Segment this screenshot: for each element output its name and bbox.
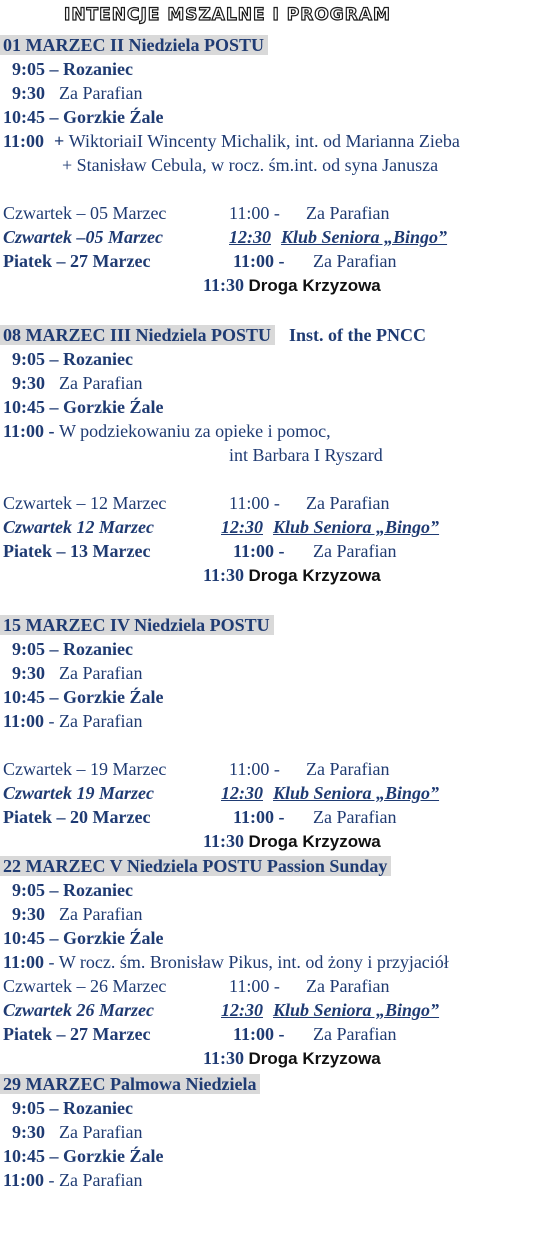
club-line: Czwartek 19 Marzec 12:30 Klub Seniora „Bingo” <box>3 783 440 803</box>
week-header-extra: Inst. of the PNCC <box>289 325 427 345</box>
thursday-line: Czwartek – 26 Marzec 11:00 - Za Parafian <box>3 976 390 996</box>
week-header-label: 29 MARZEC Palmowa Niedziela <box>0 1074 260 1094</box>
mass-line: 9:05 – Rozaniec <box>12 880 133 900</box>
mass-line: 9:05 – Rozaniec <box>12 349 133 369</box>
mass-line: 9:30 Za Parafian <box>12 1122 143 1142</box>
mass-intention-line: 11:00 - W podziekowaniu za opieke i pomoc, <box>3 421 331 441</box>
friday-line: Piatek – 13 Marzec 11:00 - Za Parafian <box>3 541 397 561</box>
friday-line: Piatek – 20 Marzec 11:00 - Za Parafian <box>3 807 397 827</box>
stations-line: 11:30 Droga Krzyzowa <box>203 831 381 851</box>
mass-line: 9:05 – Rozaniec <box>12 59 133 79</box>
mass-line: 9:30 Za Parafian <box>12 373 143 393</box>
stations-line: 11:30 Droga Krzyzowa <box>203 1048 381 1068</box>
week-header-label: 22 MARZEC V Niedziela POSTU Passion Sunday <box>0 856 391 876</box>
mass-intention-line: 11:00 - Za Parafian <box>3 1170 143 1190</box>
week-header-label: 08 MARZEC III Niedziela POSTU <box>0 325 275 345</box>
mass-intention-cont: + Stanisław Cebula, w rocz. śm.int. od syna Janusza <box>62 155 439 175</box>
mass-line: 9:05 – Rozaniec <box>12 639 133 659</box>
club-line: Czwartek 26 Marzec 12:30 Klub Seniora „Bingo” <box>3 1000 440 1020</box>
mass-intention-cont: int Barbara I Ryszard <box>229 445 383 465</box>
mass-line: 10:45 – Gorzkie Źale <box>3 1146 164 1166</box>
stations-line: 11:30 Droga Krzyzowa <box>203 275 381 295</box>
thursday-line: Czwartek – 12 Marzec 11:00 - Za Parafian <box>3 493 390 513</box>
thursday-line: Czwartek – 19 Marzec 11:00 - Za Parafian <box>3 759 390 779</box>
week-header-label: 15 MARZEC IV Niedziela POSTU <box>0 615 274 635</box>
club-line: Czwartek –05 Marzec 12:30 Klub Seniora „Bingo” <box>3 227 448 247</box>
mass-intention-line: 11:00 - Za Parafian <box>3 711 143 731</box>
mass-line: 9:30 Za Parafian <box>12 83 143 103</box>
mass-line: 10:45 – Gorzkie Źale <box>3 107 164 127</box>
stations-line: 11:30 Droga Krzyzowa <box>203 565 381 585</box>
thursday-line: Czwartek – 05 Marzec 11:00 - Za Parafian <box>3 203 390 223</box>
week-header <box>0 324 426 346</box>
page-title: INTENCJE MSZALNE I PROGRAM <box>64 5 391 25</box>
club-line: Czwartek 12 Marzec 12:30 Klub Seniora „Bingo” <box>3 517 440 537</box>
mass-line: 10:45 – Gorzkie Źale <box>3 928 164 948</box>
mass-line: 9:05 – Rozaniec <box>12 1098 133 1118</box>
week-header-label: 01 MARZEC II Niedziela POSTU <box>0 35 268 55</box>
week-header <box>0 34 268 56</box>
friday-line: Piatek – 27 Marzec 11:00 - Za Parafian <box>3 1024 397 1044</box>
mass-intention-line: 11:00 - W rocz. śm. Bronisław Pikus, int. od żony i przyjaciół <box>3 952 449 972</box>
week-header <box>0 614 274 636</box>
mass-line: 10:45 – Gorzkie Źale <box>3 397 164 417</box>
mass-intention-line: 11:00 + WiktoriaiI Wincenty Michalik, int. od Marianna Zieba <box>3 131 460 151</box>
friday-line: Piatek – 27 Marzec 11:00 - Za Parafian <box>3 251 397 271</box>
mass-line: 10:45 – Gorzkie Źale <box>3 687 164 707</box>
week-header <box>0 855 391 877</box>
mass-line: 9:30 Za Parafian <box>12 904 143 924</box>
week-header <box>0 1073 260 1095</box>
mass-line: 9:30 Za Parafian <box>12 663 143 683</box>
